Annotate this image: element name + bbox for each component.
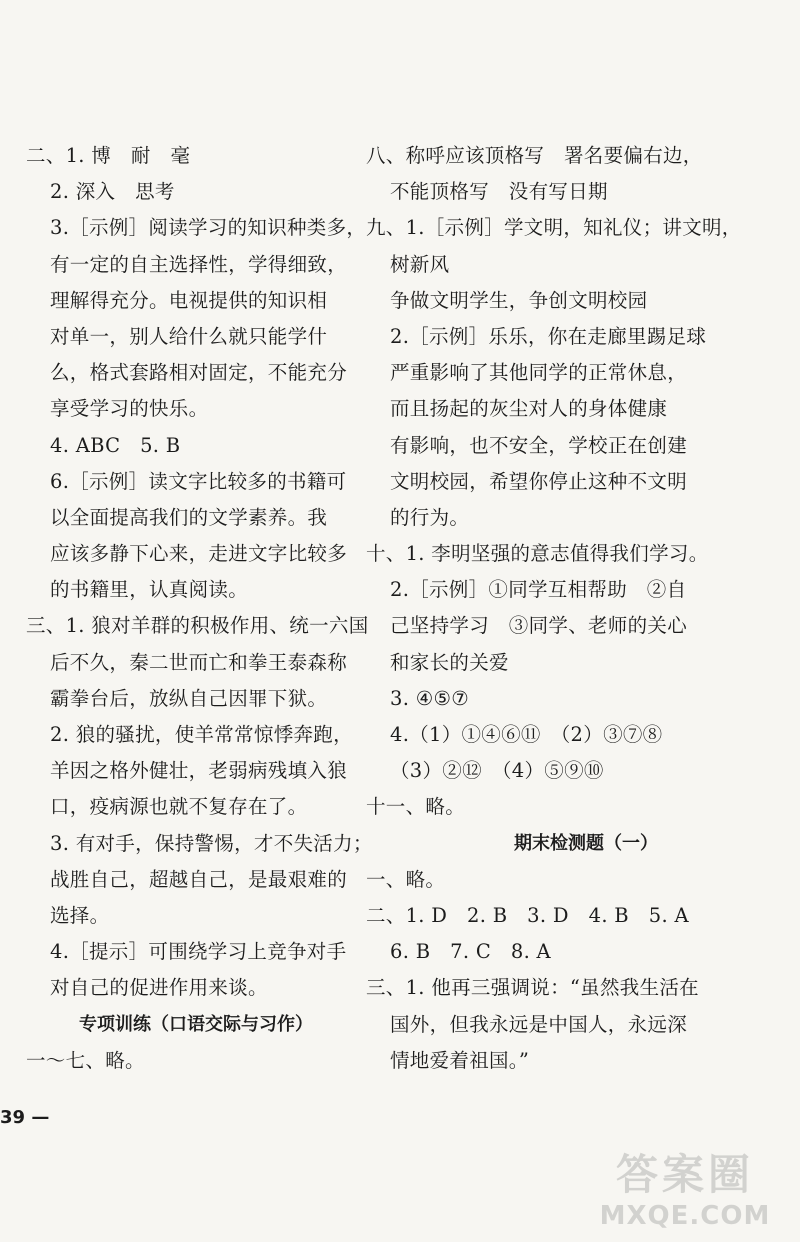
answer-line: 4.（1）①④⑥⑪ （2）③⑦⑧	[390, 723, 663, 746]
answer-line: 文明校园，希望你停止这种不文明	[390, 469, 688, 493]
answer-line: 国外，但我永远是中国人，永远深	[390, 1012, 688, 1036]
answer-line: 十、1. 李明坚强的意志值得我们学习。	[366, 542, 709, 566]
answer-line: 有一定的自主选择性，学得细致，	[50, 252, 348, 276]
section-heading: 期末检测题（一）	[514, 832, 658, 854]
answer-line: 以全面提高我们的文学素养。我	[50, 505, 328, 529]
answer-line: 3.［示例］阅读学习的知识种类多，	[50, 216, 367, 240]
answer-line: 选择。	[50, 903, 110, 927]
page-number: 39 —	[0, 1107, 50, 1128]
answer-line: 霸拳台后，放纵自己因罪下狱。	[50, 686, 328, 710]
answer-line: 而且扬起的灰尘对人的身体健康	[390, 397, 668, 421]
answer-line: 一～七、略。	[26, 1048, 145, 1072]
answer-line: 羊因之格外健壮，老弱病残填入狼	[50, 759, 348, 783]
answer-line: 6. B 7. C 8. A	[390, 940, 551, 964]
answer-line: （3）②⑫ （4）⑤⑨⑩	[390, 759, 604, 783]
answer-line: 三、1. 狼对羊群的积极作用、统一六国	[26, 614, 369, 638]
answer-line: 对单一，别人给什么就只能学什	[50, 324, 328, 348]
answer-line: 2.［示例］乐乐，你在走廊里踢足球	[390, 324, 707, 348]
section-heading: 专项训练（口语交际与习作）	[79, 1013, 313, 1035]
answer-line: 己坚持学习 ③同学、老师的关心	[390, 614, 688, 638]
answer-line: 情地爱着祖国。”	[390, 1048, 530, 1072]
answer-line: 应该多静下心来，走进文字比较多	[50, 542, 348, 566]
answer-line: 战胜自己，超越自己，是最艰难的	[50, 867, 348, 891]
left-column	[26, 138, 373, 1079]
answer-line: 的行为。	[390, 505, 470, 529]
answer-line: 对自己的促进作用来谈。	[50, 976, 268, 1000]
answer-line: 有影响，也不安全，学校正在创建	[390, 433, 688, 457]
answer-line: 6.［示例］读文字比较多的书籍可	[50, 469, 347, 493]
answer-line: 和家长的关爱	[390, 650, 509, 674]
answer-line: 不能顶格写 没有写日期	[390, 180, 608, 204]
answer-line: 的书籍里，认真阅读。	[50, 578, 249, 602]
answer-line: 2.［示例］①同学互相帮助 ②自	[390, 578, 687, 602]
answer-line: 九、1.［示例］学文明，知礼仪；讲文明，	[366, 216, 742, 240]
answer-line: 2. 狼的骚扰，使羊常常惊悸奔跑，	[50, 723, 353, 746]
answer-line: 理解得充分。电视提供的知识相	[50, 288, 328, 312]
answer-line: 三、1. 他再三强调说：“虽然我生活在	[366, 976, 699, 1000]
answer-line: 二、1. 博 耐 毫	[26, 144, 191, 167]
answer-line: 一、略。	[366, 867, 446, 891]
watermark-logo	[580, 1150, 790, 1238]
right-column	[366, 138, 776, 1079]
answer-line: 享受学习的快乐。	[50, 397, 209, 421]
answer-line: 十一、略。	[366, 795, 466, 819]
answer-line: 2. 深入 思考	[50, 180, 175, 204]
answer-line: 3. ④⑤⑦	[390, 686, 470, 710]
answer-line: 树新风	[390, 252, 450, 276]
answer-line: 八、称呼应该顶格写 署名要偏右边，	[366, 144, 703, 167]
answer-line: 严重影响了其他同学的正常休息，	[390, 361, 688, 385]
answer-line: 4. ABC 5. B	[50, 433, 181, 457]
answer-line: 3. 有对手，保持警惕，才不失活力；	[50, 831, 373, 855]
answer-line: 口，疫病源也就不复存在了。	[50, 795, 308, 819]
answer-line: 么，格式套路相对固定，不能充分	[50, 361, 348, 385]
answer-line: 争做文明学生，争创文明校园	[390, 288, 648, 312]
watermark-text-bottom: MXQE.COM	[599, 1201, 771, 1231]
answer-line: 4.［提示］可围绕学习上竞争对手	[50, 940, 347, 964]
answer-line: 后不久，秦二世而亡和拳王泰森称	[50, 650, 348, 674]
watermark-text-top: 答案圈	[615, 1150, 754, 1199]
answer-line: 二、1. D 2. B 3. D 4. B 5. A	[366, 903, 689, 927]
